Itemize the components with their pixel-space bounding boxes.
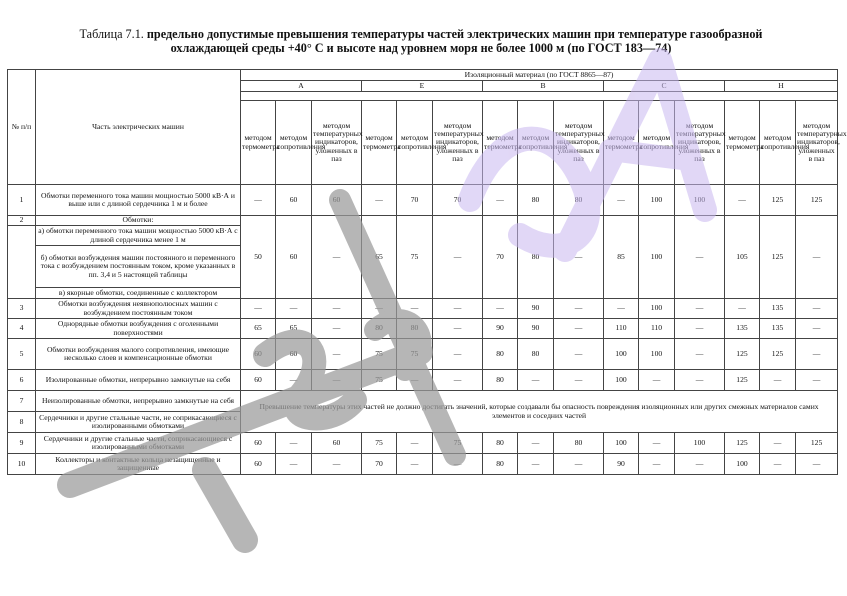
cell-value: —: [483, 299, 518, 319]
method-resist: методом сопротивления: [276, 101, 312, 185]
cell-value: 60: [312, 185, 362, 216]
cell-value: —: [518, 370, 554, 391]
cell-value: —: [397, 454, 433, 475]
cell-value: —: [604, 185, 639, 216]
class-a: A: [241, 81, 362, 92]
cell-value: —: [675, 339, 725, 370]
method-resist: методом сопротивления: [518, 101, 554, 185]
cell-value: —: [796, 216, 838, 299]
cell-value: 125: [725, 433, 760, 454]
cell-value: —: [675, 454, 725, 475]
watermark-gray-stroke: [205, 470, 245, 540]
cell-value: —: [362, 299, 397, 319]
cell-value: —: [518, 454, 554, 475]
class-e: E: [362, 81, 483, 92]
cell-value: 125: [725, 370, 760, 391]
cell-value: —: [276, 299, 312, 319]
table-row: [8, 299, 838, 319]
table-row: [8, 319, 838, 339]
table-row: [8, 339, 838, 370]
row-part-sub-a: а) обмотки переменного тока машин мощностью 5000 кВ·А с длиной сердечника менее 1 м: [36, 226, 241, 246]
cell-value: —: [675, 299, 725, 319]
cell-value: 70: [433, 185, 483, 216]
cell-value: —: [397, 370, 433, 391]
table-row: [8, 391, 838, 412]
row-num: 2: [8, 216, 36, 226]
cell-value: 80: [483, 370, 518, 391]
cell-value: —: [796, 339, 838, 370]
cell-value: —: [241, 299, 276, 319]
row-part: Коллекторы и контактные кольца незащищенные и защищенные: [36, 454, 241, 475]
cell-value: —: [312, 454, 362, 475]
cell-value: —: [276, 454, 312, 475]
method-indicator: методом температурных индикаторов, уложенных в паз: [433, 101, 483, 185]
cell-value: 65: [362, 216, 397, 299]
class-b: B: [483, 81, 604, 92]
cell-value: —: [554, 339, 604, 370]
row-part: Неизолированные обмотки, непрерывно замкнутые на себя: [36, 391, 241, 412]
method-resist: методом сопротивления: [760, 101, 796, 185]
row-part-sub-c: в) якорные обмотки, соединенные с коллектором: [36, 288, 241, 299]
cell-value: —: [312, 319, 362, 339]
row-num-empty: [8, 226, 36, 299]
table-row: [8, 216, 838, 226]
cell-value: 60: [241, 433, 276, 454]
cell-value: 60: [241, 454, 276, 475]
cell-value: —: [312, 370, 362, 391]
title-bold: предельно допустимые превышения температуры частей электрических машин при температуре газообразной охлаждающей среды +40° С и высоте над уровнем моря не более 1000 м (по ГОСТ 183—74): [146, 27, 763, 55]
cell-value: —: [362, 185, 397, 216]
cell-value: —: [433, 216, 483, 299]
cell-value: 125: [725, 339, 760, 370]
row-part: Сердечники и другие стальные части, соприкасающиеся с изолированными обмотками: [36, 433, 241, 454]
cell-value: —: [796, 370, 838, 391]
table-row: [8, 433, 838, 454]
cell-value: 125: [760, 216, 796, 299]
cell-value: —: [397, 433, 433, 454]
row-num: 1: [8, 185, 36, 216]
method-resist: методом сопротивления: [639, 101, 675, 185]
row-num: 3: [8, 299, 36, 319]
cell-value: 100: [639, 299, 675, 319]
table-row: [8, 370, 838, 391]
row-note: Превышение температуры этих частей не должно достигать значений, которые создавали бы опасность повреждения изоляционных или других смежных материалов самих элементов и соседних частей: [241, 391, 838, 433]
cell-value: 60: [241, 370, 276, 391]
temperature-table: [7, 69, 847, 475]
cell-value: —: [760, 433, 796, 454]
cell-value: —: [554, 299, 604, 319]
row-part: Обмотки:: [36, 216, 241, 226]
cell-value: —: [433, 454, 483, 475]
row-num: 7: [8, 391, 36, 412]
cell-value: 75: [397, 339, 433, 370]
table-title: [40, 27, 802, 55]
cell-value: —: [760, 454, 796, 475]
cell-value: —: [241, 185, 276, 216]
cell-value: 60: [276, 339, 312, 370]
method-resist: методом сопротивления: [397, 101, 433, 185]
cell-value: 100: [725, 454, 760, 475]
cell-value: —: [604, 299, 639, 319]
title-prefix: Таблица 7.1.: [79, 27, 147, 41]
cell-value: —: [639, 370, 675, 391]
cell-value: 135: [725, 319, 760, 339]
cell-value: —: [433, 299, 483, 319]
cell-value: —: [675, 370, 725, 391]
cell-value: 80: [518, 339, 554, 370]
cell-value: —: [312, 216, 362, 299]
cell-value: —: [796, 299, 838, 319]
row-num: 4: [8, 319, 36, 339]
cell-value: 65: [276, 319, 312, 339]
row-part: Обмотки возбуждения малого сопротивления, имеющие несколько слоев и компенсационные обмотки: [36, 339, 241, 370]
cell-value: —: [554, 454, 604, 475]
cell-value: —: [433, 319, 483, 339]
row-num: 9: [8, 433, 36, 454]
cell-value: 90: [604, 454, 639, 475]
cell-value: —: [639, 454, 675, 475]
cell-value: 75: [433, 433, 483, 454]
method-indicator: методом температурных индикаторов, уложенных в паз: [675, 101, 725, 185]
cell-value: 60: [276, 185, 312, 216]
cell-value: 75: [362, 433, 397, 454]
cell-value: 135: [760, 299, 796, 319]
cell-value: 100: [604, 433, 639, 454]
cell-value: 80: [483, 454, 518, 475]
cell-value: 60: [276, 216, 312, 299]
cell-value: 100: [639, 216, 675, 299]
cell-value: 60: [241, 339, 276, 370]
cell-value: 65: [241, 319, 276, 339]
method-indicator: методом температурных индикаторов, уложенных в паз: [554, 101, 604, 185]
cell-value: 50: [241, 216, 276, 299]
cell-value: —: [433, 370, 483, 391]
cell-value: 125: [760, 185, 796, 216]
cell-value: —: [312, 339, 362, 370]
row-num: 5: [8, 339, 36, 370]
row-num: 8: [8, 412, 36, 433]
cell-value: 80: [483, 339, 518, 370]
cell-value: 75: [362, 370, 397, 391]
class-c: C: [604, 81, 725, 92]
row-part: Сердечники и другие стальные части, не соприкасающиеся с изолированными обмотками: [36, 412, 241, 433]
row-part: Обмотки переменного тока машин мощностью 5000 кВ·А и выше или с длиной сердечника 1 м и более: [36, 185, 241, 216]
cell-value: 75: [362, 339, 397, 370]
method-indicator: методом температурных индикаторов, уложенных в паз: [796, 101, 838, 185]
cell-value: 80: [397, 319, 433, 339]
cell-value: 85: [604, 216, 639, 299]
cell-value: 100: [639, 185, 675, 216]
table-row: [8, 185, 838, 216]
cell-value: —: [483, 185, 518, 216]
cell-value: —: [312, 299, 362, 319]
cell-value: 80: [554, 185, 604, 216]
header-insulation: Изоляционный материал (по ГОСТ 8865—87): [241, 70, 838, 81]
row-num: 10: [8, 454, 36, 475]
cell-value: 80: [483, 433, 518, 454]
cell-value: —: [725, 185, 760, 216]
header-spacer: [241, 92, 838, 101]
cell-value: 135: [760, 319, 796, 339]
cell-value: 90: [518, 299, 554, 319]
cell-value: —: [725, 299, 760, 319]
cell-value: —: [675, 319, 725, 339]
cell-value: 70: [483, 216, 518, 299]
class-h: H: [725, 81, 838, 92]
header-num: № п/п: [8, 70, 36, 185]
cell-value: —: [639, 433, 675, 454]
row-part: Однорядные обмотки возбуждения с оголенными поверхностями: [36, 319, 241, 339]
cell-value: 125: [796, 433, 838, 454]
cell-value: 125: [796, 185, 838, 216]
cell-value: 70: [397, 185, 433, 216]
method-indicator: методом температурных индикаторов, уложенных в паз: [312, 101, 362, 185]
cell-value: 125: [760, 339, 796, 370]
cell-value: 80: [554, 433, 604, 454]
cell-value: —: [276, 433, 312, 454]
row-num: 6: [8, 370, 36, 391]
cell-value: 60: [312, 433, 362, 454]
cell-value: 80: [518, 216, 554, 299]
cell-value: 110: [604, 319, 639, 339]
cell-value: —: [554, 319, 604, 339]
cell-value: —: [760, 370, 796, 391]
cell-value: —: [675, 216, 725, 299]
cell-value: 110: [639, 319, 675, 339]
method-thermo: методом термометра: [362, 101, 397, 185]
method-thermo: методом термометра: [483, 101, 518, 185]
cell-value: —: [554, 370, 604, 391]
cell-value: 100: [604, 339, 639, 370]
method-thermo: методом термометра: [604, 101, 639, 185]
cell-value: 75: [397, 216, 433, 299]
cell-value: —: [518, 433, 554, 454]
cell-value: —: [397, 299, 433, 319]
header-part: Часть электрических машин: [36, 70, 241, 185]
method-thermo: методом термометра: [725, 101, 760, 185]
cell-value: —: [433, 339, 483, 370]
cell-value: 100: [675, 185, 725, 216]
row-part: Изолированные обмотки, непрерывно замкнутые на себя: [36, 370, 241, 391]
row-part-sub-b: б) обмотки возбуждения машин постоянного и переменного тока с возбуждением постоянным током, кроме указанных в пп. 3,4 и 5 настоящей таблицы: [36, 246, 241, 288]
cell-value: —: [554, 216, 604, 299]
cell-value: 80: [518, 185, 554, 216]
cell-value: 100: [604, 370, 639, 391]
cell-value: 90: [518, 319, 554, 339]
table-row: [8, 454, 838, 475]
cell-value: —: [276, 370, 312, 391]
cell-value: 90: [483, 319, 518, 339]
method-thermo: методом термометра: [241, 101, 276, 185]
cell-value: 100: [675, 433, 725, 454]
cell-value: 80: [362, 319, 397, 339]
cell-value: —: [796, 454, 838, 475]
row-part: Обмотки возбуждения неявнополюсных машин с возбуждением постоянным током: [36, 299, 241, 319]
cell-value: 100: [639, 339, 675, 370]
cell-value: 105: [725, 216, 760, 299]
cell-value: —: [796, 319, 838, 339]
cell-value: 70: [362, 454, 397, 475]
